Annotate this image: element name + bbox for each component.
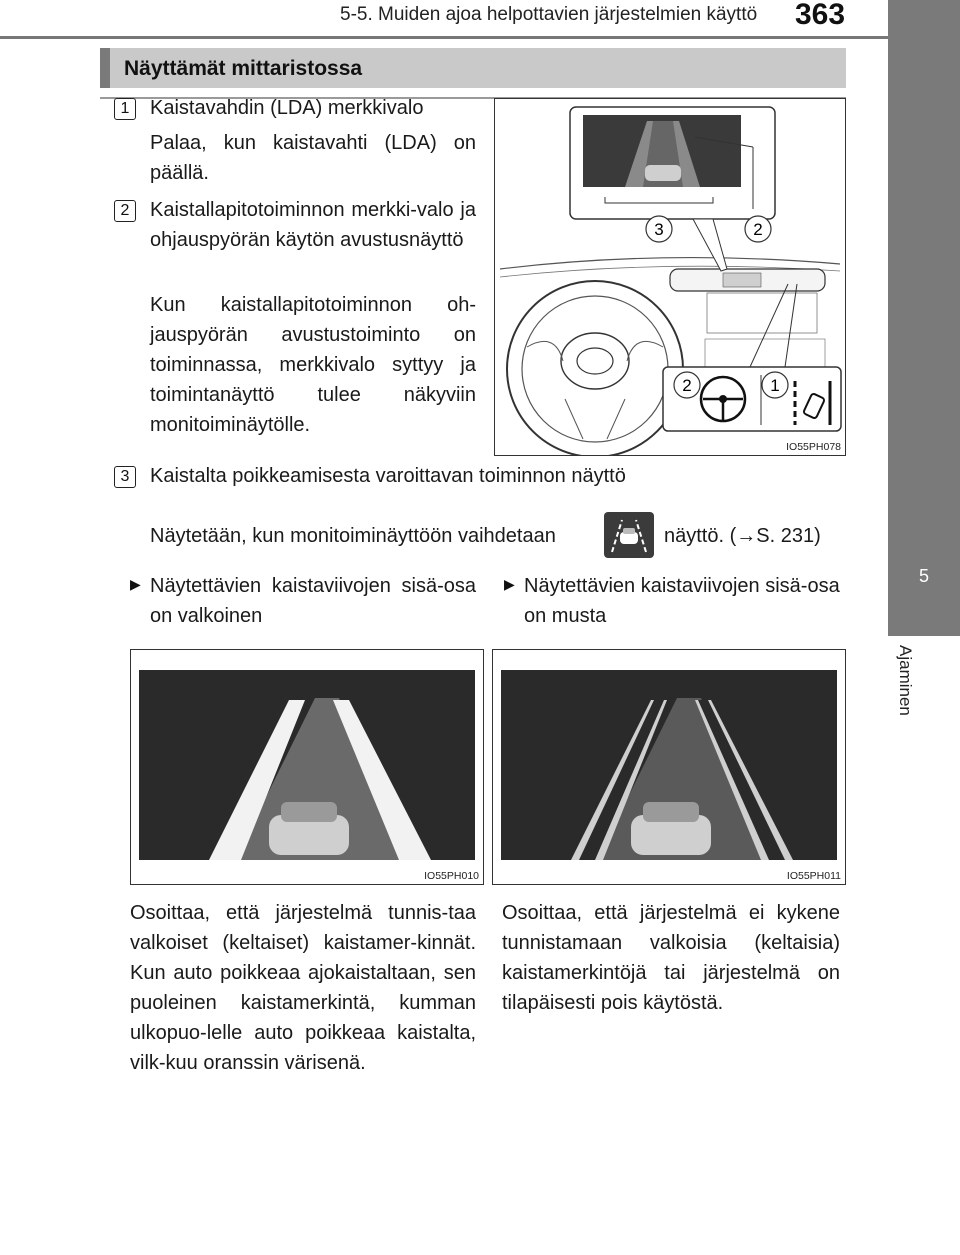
item-3-text-after: näyttö. (→S. 231) <box>664 525 821 547</box>
lane-display-black-figure <box>492 649 846 885</box>
lane-display-white-figure <box>130 649 484 885</box>
item-2-title: Kaistallapitotoiminnon merkki-valo ja ohjauspyörän käytön avustusnäyttö <box>150 199 476 251</box>
item-3-text-before: Näytetään, kun monitoiminäyttöön vaihdetaan <box>150 525 556 547</box>
chapter-side-tab <box>888 0 960 636</box>
lane-display-white <box>139 670 475 860</box>
item-2-text: Kun kaistallapitotoiminnon oh-jauspyörän avustustoiminto on toiminnassa, merkkivalo syttyy ja toimintanäyttö tulee näkyviin monitoiminäytölle. <box>150 294 476 436</box>
callout-1: 1 <box>770 376 780 395</box>
section-title: Näyttämät mittaristossa <box>124 57 363 80</box>
figure-code-left: IO55PH010 <box>424 870 479 882</box>
figure-code-right: IO55PH011 <box>786 870 841 882</box>
dashboard-illustration <box>495 99 846 456</box>
item-badge-2: 2 <box>114 200 136 222</box>
callout-2-bottom: 2 <box>682 376 692 395</box>
item-3-title: Kaistalta poikkeamisesta varoittavan toiminnon näyttö <box>150 465 626 487</box>
dashboard-figure <box>494 98 846 456</box>
triangle-bullet-icon: ▶ <box>504 576 515 592</box>
item-badge-1: 1 <box>114 98 136 120</box>
callout-3: 3 <box>654 220 664 239</box>
right-column-description: Osoittaa, että järjestelmä ei kykene tunnistamaan valkoisia (keltaisia) kaistamerkintöjä tai järjestelmä on tilapäisesti pois käytöstä. <box>502 902 840 1014</box>
callout-2-top: 2 <box>753 220 763 239</box>
running-header: 5-5. Muiden ajoa helpottavien järjestelmien käyttö <box>340 4 758 25</box>
lane-display-black <box>501 670 837 860</box>
item-1-text: Palaa, kun kaistavahti (LDA) on päällä. <box>150 132 476 184</box>
chapter-number: 5 <box>918 566 929 586</box>
lane-display-icon <box>604 512 654 558</box>
item-badge-3: 3 <box>114 466 136 488</box>
right-column-heading: Näytettävien kaistaviivojen sisä-osa on musta <box>524 575 840 627</box>
triangle-bullet-icon: ▶ <box>130 576 141 592</box>
item-1-title: Kaistavahdin (LDA) merkkivalo <box>150 97 424 119</box>
chapter-title: Ajaminen <box>896 645 915 716</box>
figure-code: IO55PH078 <box>786 441 841 453</box>
page-number: 363 <box>795 0 846 31</box>
left-column-description: Osoittaa, että järjestelmä tunnis-taa valkoiset (keltaiset) kaistamer-kinnät. Kun auto poikkeaa ajokaistaltaan, sen puoleinen kaistamerkintä, kumman ulkopuo-lelle auto poikkeaa kaistalta, vilk-kuu oranssin värisenä. <box>130 902 476 1074</box>
header-rule <box>0 36 888 39</box>
left-column-heading: Näytettävien kaistaviivojen sisä-osa on valkoinen <box>150 575 476 627</box>
